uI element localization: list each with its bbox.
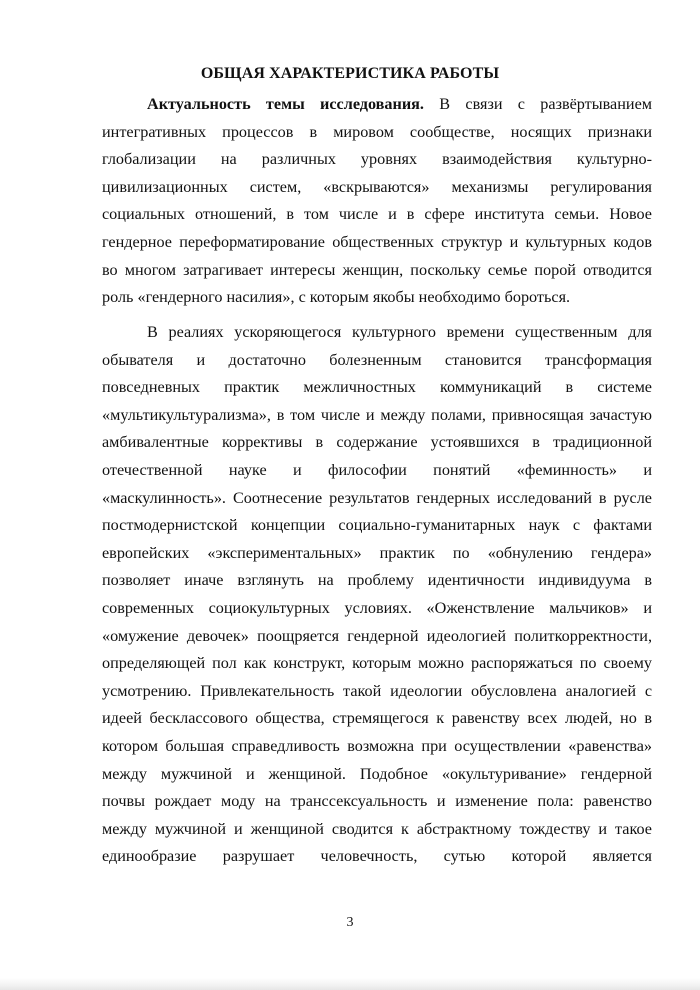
paragraph-line: «маскулинность». Соотнесение результатов гендерных исследований в русле xyxy=(102,488,652,507)
paragraph-relevance xyxy=(102,91,652,312)
paragraph-line: единообразие разрушает человечность, сутью которой является xyxy=(102,847,652,866)
page-number: 3 xyxy=(346,915,354,930)
scan-edge xyxy=(0,978,700,990)
paragraph-line: обывателя и достаточно болезненным становится трансформация xyxy=(102,350,652,369)
paragraph-line: глобализации на различных уровнях взаимодействия культурно- xyxy=(102,150,652,169)
paragraph-line: «мультикультурализма», в том числе и между полами, привносящая зачастую xyxy=(102,405,652,424)
paragraph-line xyxy=(102,91,652,119)
paragraph-line: постмодернистской концепции социально-гуманитарных наук с фактами xyxy=(102,516,652,535)
page-title: ОБЩАЯ ХАРАКТЕРИСТИКА РАБОТЫ xyxy=(200,65,500,82)
paragraph-line: роль «гендерного насилия», с которым якобы необходимо бороться. xyxy=(102,288,571,307)
paragraph-line: В реалиях ускоряющегося культурного времени существенным для xyxy=(147,323,652,341)
paragraph-line: усмотрению. Привлекательность такой идеологии обусловлена аналогией с xyxy=(102,681,652,700)
paragraph-line: между мужчиной и женщиной сводится к абстрактному тождеству и такое xyxy=(102,819,652,838)
paragraph-line: «омужение девочек» поощряется гендерной идеологией политкорректности, xyxy=(102,626,652,645)
paragraph-line: между мужчиной и женщиной. Подобное «окультуривание» гендерной xyxy=(102,764,652,783)
paragraph-line: определяющей пол как конструкт, которым можно распоряжаться по своему xyxy=(102,654,652,673)
paragraph-line: повседневных практик межличностных коммуникаций в системе xyxy=(102,378,652,397)
paragraph-line: котором большая справедливость возможна при осуществлении «равенства» xyxy=(102,736,652,755)
paragraph-line: европейских «экспериментальных» практик по «обнулению гендера» xyxy=(102,543,652,562)
paragraph-line: позволяет иначе взглянуть на проблему идентичности индивидуума в xyxy=(102,571,652,590)
paragraph-line-text: В связи с развёртыванием xyxy=(439,95,652,113)
paragraph-line: отечественной науке и философии понятий «феминность» и xyxy=(102,460,652,479)
paragraph-line: почвы рождает моду на транссексуальность и изменение пола: равенство xyxy=(102,792,652,811)
paragraph-line: идеей бесклассового общества, стремящегося к равенству всех людей, но в xyxy=(102,709,652,728)
paragraph-line: современных социокультурных условиях. «Оженствление мальчиков» и xyxy=(102,598,652,617)
paragraph-line: во многом затрагивает интересы женщин, поскольку семье порой отводится xyxy=(102,260,652,279)
paragraph-line: амбивалентные коррективы в содержание устоявшихся в традиционной xyxy=(102,433,652,452)
paragraph-cultural-time xyxy=(102,319,652,871)
paragraph-line: гендерное переформатирование общественных структур и культурных кодов xyxy=(102,232,652,251)
paragraph-line: интегративных процессов в мировом сообществе, носящих признаки xyxy=(102,122,652,141)
paragraph-line: цивилизационных систем, «вскрываются» механизмы регулирования xyxy=(102,177,652,196)
section-lead: Актуальность темы исследования. xyxy=(147,95,424,113)
paragraph-line: социальных отношений, в том числе и в сфере института семьи. Новое xyxy=(102,205,652,224)
